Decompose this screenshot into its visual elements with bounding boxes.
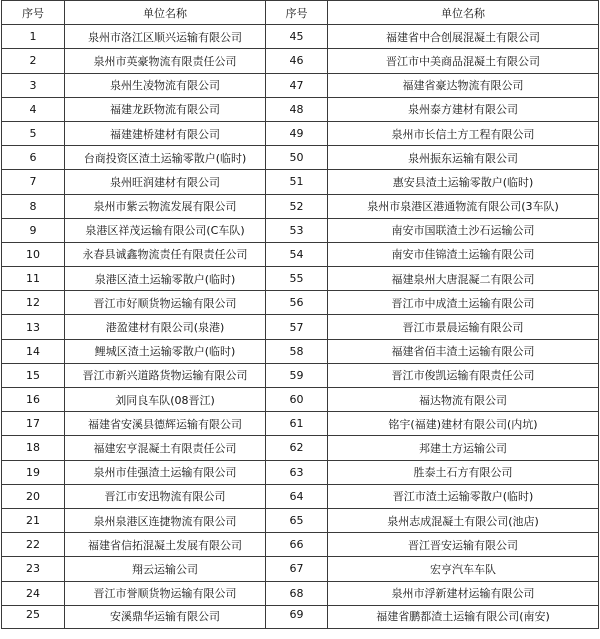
cell-no-right: 54 bbox=[266, 242, 328, 266]
cell-company-name: 永春县诚鑫物流责任有限责任公司 bbox=[65, 242, 266, 266]
cell-company-name-right: 晋江晋安运输有限公司 bbox=[328, 533, 599, 557]
table-row bbox=[2, 121, 599, 145]
table-row bbox=[2, 605, 599, 628]
cell-company-name: 晋江市新兴道路货物运输有限公司 bbox=[65, 363, 266, 387]
cell-company-name: 晋江市誉顺货物运输有限公司 bbox=[65, 581, 266, 605]
table-row bbox=[2, 267, 599, 291]
cell-company-name: 泉港区祥茂运输有限公司(C车队) bbox=[65, 218, 266, 242]
cell-no-right: 52 bbox=[266, 194, 328, 218]
table-body bbox=[2, 25, 599, 629]
cell-company-name: 泉州泉港区连捷物流有限公司 bbox=[65, 508, 266, 532]
cell-no-right: 58 bbox=[266, 339, 328, 363]
table-row bbox=[2, 581, 599, 605]
table-row bbox=[2, 194, 599, 218]
cell-company-name: 泉州旺润建材有限公司 bbox=[65, 170, 266, 194]
header-company-name: 单位名称 bbox=[65, 1, 266, 25]
cell-no: 22 bbox=[2, 533, 65, 557]
cell-no: 21 bbox=[2, 508, 65, 532]
cell-no-right: 47 bbox=[266, 73, 328, 97]
table-row bbox=[2, 170, 599, 194]
table-row bbox=[2, 484, 599, 508]
table-row bbox=[2, 508, 599, 532]
cell-company-name-right: 泉州志成混凝土有限公司(池店) bbox=[328, 508, 599, 532]
table-row bbox=[2, 73, 599, 97]
cell-no: 14 bbox=[2, 339, 65, 363]
cell-company-name-right: 铭宇(福建)建材有限公司(内坑) bbox=[328, 412, 599, 436]
cell-no: 4 bbox=[2, 97, 65, 121]
cell-no-right: 64 bbox=[266, 484, 328, 508]
cell-no-right: 50 bbox=[266, 146, 328, 170]
cell-no-right: 56 bbox=[266, 291, 328, 315]
cell-no: 12 bbox=[2, 291, 65, 315]
cell-company-name-right: 晋江市中美商品混凝土有限公司 bbox=[328, 49, 599, 73]
cell-no-right: 63 bbox=[266, 460, 328, 484]
cell-company-name-right: 南安市国联渣土沙石运输公司 bbox=[328, 218, 599, 242]
cell-no: 23 bbox=[2, 557, 65, 581]
cell-no: 25 bbox=[2, 605, 65, 628]
cell-no-right: 60 bbox=[266, 388, 328, 412]
table-row bbox=[2, 97, 599, 121]
table-row bbox=[2, 49, 599, 73]
cell-company-name: 泉州生凌物流有限公司 bbox=[65, 73, 266, 97]
table-row bbox=[2, 218, 599, 242]
table-row bbox=[2, 533, 599, 557]
cell-company-name-right: 泉州市泉港区港通物流有限公司(3车队) bbox=[328, 194, 599, 218]
cell-no-right: 69 bbox=[266, 605, 328, 628]
cell-company-name-right: 福建泉州大唐混凝二有限公司 bbox=[328, 267, 599, 291]
cell-no: 16 bbox=[2, 388, 65, 412]
cell-no: 18 bbox=[2, 436, 65, 460]
cell-no: 2 bbox=[2, 49, 65, 73]
cell-company-name-right: 福建省佰丰渣土运输有限公司 bbox=[328, 339, 599, 363]
table-row bbox=[2, 412, 599, 436]
cell-company-name: 鲤城区渣土运输零散户(临时) bbox=[65, 339, 266, 363]
cell-no: 15 bbox=[2, 363, 65, 387]
cell-no: 7 bbox=[2, 170, 65, 194]
cell-company-name: 福建建桥建材有限公司 bbox=[65, 121, 266, 145]
cell-company-name-right: 晋江市中成渣土运输有限公司 bbox=[328, 291, 599, 315]
cell-company-name: 安溪鼎华运输有限公司 bbox=[65, 605, 266, 628]
cell-no-right: 59 bbox=[266, 363, 328, 387]
cell-company-name-right: 泉州市长信土方工程有限公司 bbox=[328, 121, 599, 145]
cell-company-name-right: 晋江市渣土运输零散户(临时) bbox=[328, 484, 599, 508]
cell-company-name-right: 福达物流有限公司 bbox=[328, 388, 599, 412]
cell-company-name-right: 福建省豪达物流有限公司 bbox=[328, 73, 599, 97]
cell-no: 6 bbox=[2, 146, 65, 170]
cell-company-name: 泉州市英豪物流有限责任公司 bbox=[65, 49, 266, 73]
cell-company-name: 泉港区渣土运输零散户(临时) bbox=[65, 267, 266, 291]
header-no: 序号 bbox=[2, 1, 65, 25]
table-row bbox=[2, 315, 599, 339]
table-row bbox=[2, 242, 599, 266]
cell-no-right: 68 bbox=[266, 581, 328, 605]
cell-company-name-right: 福建省中合创展混凝土有限公司 bbox=[328, 25, 599, 49]
cell-no: 17 bbox=[2, 412, 65, 436]
header-no-right: 序号 bbox=[266, 1, 328, 25]
table-row bbox=[2, 460, 599, 484]
cell-company-name: 福建省安溪县德辉运输有限公司 bbox=[65, 412, 266, 436]
table-row bbox=[2, 25, 599, 49]
cell-no-right: 57 bbox=[266, 315, 328, 339]
header-company-name-right: 单位名称 bbox=[328, 1, 599, 25]
cell-no-right: 49 bbox=[266, 121, 328, 145]
cell-company-name-right: 泉州市浮新建材运输有限公司 bbox=[328, 581, 599, 605]
cell-no-right: 65 bbox=[266, 508, 328, 532]
cell-company-name-right: 胜泰土石方有限公司 bbox=[328, 460, 599, 484]
table-row bbox=[2, 291, 599, 315]
cell-no: 9 bbox=[2, 218, 65, 242]
cell-company-name-right: 泉州泰方建材有限公司 bbox=[328, 97, 599, 121]
cell-no-right: 61 bbox=[266, 412, 328, 436]
table-row bbox=[2, 339, 599, 363]
cell-company-name: 泉州市洛江区顺兴运输有限公司 bbox=[65, 25, 266, 49]
table-row bbox=[2, 388, 599, 412]
cell-no: 19 bbox=[2, 460, 65, 484]
cell-company-name: 刘同良车队(08晋江) bbox=[65, 388, 266, 412]
cell-no-right: 45 bbox=[266, 25, 328, 49]
cell-company-name: 福建省信拓混凝土发展有限公司 bbox=[65, 533, 266, 557]
cell-company-name: 福建宏亨混凝土有限责任公司 bbox=[65, 436, 266, 460]
cell-no-right: 53 bbox=[266, 218, 328, 242]
cell-no: 5 bbox=[2, 121, 65, 145]
table-row bbox=[2, 557, 599, 581]
cell-no: 10 bbox=[2, 242, 65, 266]
cell-company-name: 福建龙跃物流有限公司 bbox=[65, 97, 266, 121]
table-row bbox=[2, 363, 599, 387]
cell-no: 8 bbox=[2, 194, 65, 218]
company-list-table bbox=[1, 0, 599, 629]
cell-company-name: 泉州市紫云物流发展有限公司 bbox=[65, 194, 266, 218]
cell-no: 3 bbox=[2, 73, 65, 97]
cell-company-name-right: 邦建土方运输公司 bbox=[328, 436, 599, 460]
cell-company-name-right: 福建省鹏都渣土运输有限公司(南安) bbox=[328, 605, 599, 628]
cell-company-name-right: 惠安县渣土运输零散户(临时) bbox=[328, 170, 599, 194]
cell-no: 1 bbox=[2, 25, 65, 49]
cell-company-name-right: 宏亨汽车车队 bbox=[328, 557, 599, 581]
cell-no-right: 46 bbox=[266, 49, 328, 73]
cell-no: 13 bbox=[2, 315, 65, 339]
cell-company-name-right: 晋江市景晨运输有限公司 bbox=[328, 315, 599, 339]
table-row bbox=[2, 146, 599, 170]
cell-company-name: 台商投资区渣土运输零散户(临时) bbox=[65, 146, 266, 170]
cell-no-right: 66 bbox=[266, 533, 328, 557]
cell-company-name-right: 晋江市俊凯运输有限责任公司 bbox=[328, 363, 599, 387]
header-row bbox=[2, 1, 599, 25]
cell-company-name: 晋江市安迅物流有限公司 bbox=[65, 484, 266, 508]
cell-no: 11 bbox=[2, 267, 65, 291]
cell-no: 20 bbox=[2, 484, 65, 508]
table-row bbox=[2, 436, 599, 460]
cell-no-right: 62 bbox=[266, 436, 328, 460]
cell-no-right: 51 bbox=[266, 170, 328, 194]
cell-company-name-right: 泉州振东运输有限公司 bbox=[328, 146, 599, 170]
cell-company-name: 港盈建材有限公司(泉港) bbox=[65, 315, 266, 339]
cell-company-name: 晋江市好顺货物运输有限公司 bbox=[65, 291, 266, 315]
cell-company-name: 泉州市佳强渣土运输有限公司 bbox=[65, 460, 266, 484]
cell-no-right: 48 bbox=[266, 97, 328, 121]
cell-company-name: 翔云运输公司 bbox=[65, 557, 266, 581]
cell-no-right: 55 bbox=[266, 267, 328, 291]
cell-no-right: 67 bbox=[266, 557, 328, 581]
cell-no: 24 bbox=[2, 581, 65, 605]
cell-company-name-right: 南安市佳锦渣土运输有限公司 bbox=[328, 242, 599, 266]
